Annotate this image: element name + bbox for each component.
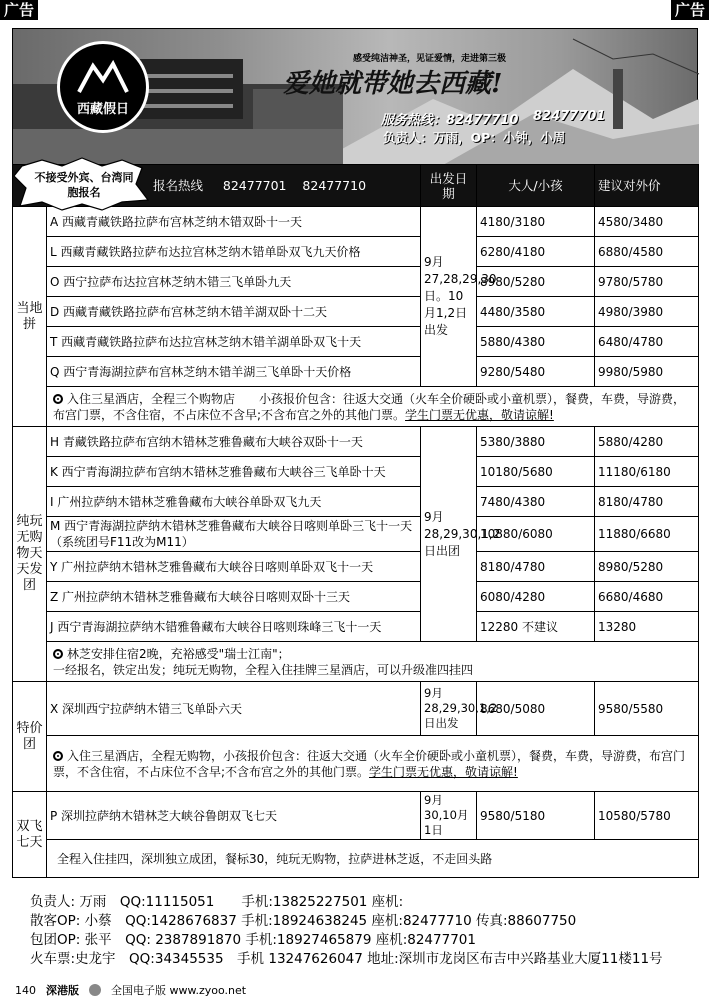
section-note-4: 全程入住挂四，深圳独立成团，餐标30，纯玩无购物，拉萨进林芝返，不走回头路 [47,840,699,878]
bullet-icon [53,751,63,761]
banner [12,28,698,164]
logo-dot-icon [89,984,101,996]
suggest-header: 建议对外价 [595,165,699,207]
logo [57,41,149,133]
section-title-1: 当地拼 [13,207,47,427]
price-header: 大人/小孩 [477,165,595,207]
ad-label-right: 广告 [671,0,709,20]
suggest-cell: 9980/5980 [595,357,699,387]
note-text-2: 一经报名，铁定出发；纯玩无购物，全程入住挂牌三星酒店，可以升级准四挂四 [53,662,474,677]
tagline: 感受纯洁神圣，见证爱情，走进第三极 [353,54,507,64]
depart-dates-3: 9月28,29,30,1,2日出发 [421,682,477,736]
suggest-cell: 8980/5280 [595,552,699,582]
price-cell: 4180/3180 [477,207,595,237]
section-title-4: 双飞七天 [13,792,47,878]
table-row [13,682,699,736]
suggest-cell: 6680/4680 [595,582,699,612]
price-cell: 9580/5180 [477,792,595,840]
section-title-3: 特价团 [13,682,47,792]
table-row [13,792,699,840]
page-number: 140 [15,983,36,997]
suggest-cell: 10580/5780 [595,792,699,840]
table-row [13,237,699,267]
section-note-row [13,736,699,792]
banner-hotline-2: 82477701 [533,109,606,124]
site-label: 全国电子版 www.zyoo.net [111,984,247,997]
depart-dates-2: 9月28,29,30,1,2日出团 [421,427,477,642]
route-name: O 西宁拉萨布达拉宫林芝纳木错三飞单卧九天 [47,267,421,297]
route-name: A 西藏青藏铁路拉萨布宫林芝纳木错双卧十一天 [47,207,421,237]
price-cell: 8180/4780 [477,552,595,582]
table-row [13,427,699,457]
suggest-cell: 4980/3980 [595,297,699,327]
table-row [13,207,699,237]
route-name: K 西宁青海湖拉萨布宫纳木错林芝雅鲁藏布大峡谷三飞单卧十天 [47,457,421,487]
price-cell: 6280/4180 [477,237,595,267]
price-cell: 6080/4280 [477,582,595,612]
price-cell: 5380/3880 [477,427,595,457]
price-cell: 10180/5680 [477,457,595,487]
route-name: M 西宁青海湖拉萨纳木错林芝雅鲁藏布大峡谷日喀则单卧三飞十一天 （系统团号F11改为M11） [47,517,421,552]
banner-manager: 负责人：万雨，OP：小钟，小周 [383,130,566,145]
suggest-cell: 9780/5780 [595,267,699,297]
suggest-cell: 9580/5580 [595,682,699,736]
contact-line: 负责人: 万雨 QQ:11115051 手机:13825227501 座机: [30,894,404,910]
mountain-logo-icon [75,58,131,94]
route-name: J 西宁青海湖拉萨纳木错雅鲁藏布大峡谷日喀则珠峰三飞十一天 [47,612,421,642]
suggest-cell: 6480/4780 [595,327,699,357]
depart-header: 出发日期 [421,165,477,207]
section-note-1 [47,387,699,427]
table-row [13,267,699,297]
route-name: D 西藏青藏铁路拉萨布宫林芝纳木错羊湖双卧十二天 [47,297,421,327]
section-note-row [13,642,699,682]
note-underline: 学生门票无优惠，敬请谅解! [369,764,518,779]
contact-line: 散客OP: 小蔡 QQ:1428676837 手机:18924638245 座机:82477710 传真:88607750 [30,913,577,929]
price-cell: 8680/5080 [477,682,595,736]
section-note-2 [47,642,699,682]
price-cell: 5880/4380 [477,327,595,357]
signup-label: 报名热线 [153,177,204,193]
table-row [13,357,699,387]
bullet-icon [53,394,63,404]
price-cell: 4480/3580 [477,297,595,327]
slogan: 爱她就带她去西藏! [283,69,503,99]
route-name: P 深圳拉萨纳木错林芝大峡谷鲁朗双飞七天 [47,792,421,840]
signup-phone-2: 82477710 [302,177,367,193]
suggest-cell: 11180/6180 [595,457,699,487]
section-note-row [13,840,699,878]
contact-line: 包团OP: 张平 QQ: 2387891870 手机:18927465879 座机:82477701 [30,932,476,948]
no-foreigners-badge [12,158,152,210]
table-row [13,552,699,582]
route-name: L 西藏青藏铁路拉萨布达拉宫林芝纳木错单卧双飞九天价格 [47,237,421,267]
price-cell: 10880/6080 [477,517,595,552]
badge-text: 不接受外宾、台湾同胞报名 [34,171,134,199]
route-name: Q 西宁青海湖拉萨布宫林芝纳木错羊湖三飞单卧十天价格 [47,357,421,387]
edition-label: 深港版 [46,984,79,997]
suggest-cell: 5880/4280 [595,427,699,457]
contact-block [30,893,663,969]
table-row [13,487,699,517]
price-cell: 12280 不建议 [477,612,595,642]
price-cell: 8980/5280 [477,267,595,297]
depart-dates-1: 9月27,28,29,30日。10月1,2日出发 [421,207,477,387]
price-cell: 7480/4380 [477,487,595,517]
section-note-row [13,387,699,427]
note-text: 林芝安排住宿2晚，充裕感受"瑞士江南"； [67,646,290,661]
stupa-shape [613,69,623,129]
note-underline: 学生门票无优惠，敬请谅解! [405,407,554,422]
table-row [13,297,699,327]
table-row [13,327,699,357]
bullet-icon [53,649,63,659]
suggest-cell: 11880/6680 [595,517,699,552]
banner-hotline: 服务热线：82477710 [381,113,519,128]
ad-label-left: 广告 [0,0,38,20]
table-row [13,612,699,642]
price-cell: 9280/5480 [477,357,595,387]
section-note-3 [47,736,699,792]
note-text: 入住三星酒店，全程无购物，小孩报价包含：往返大交通（火车全价硬卧或小童机票），餐费，车费，导游费，布宫门票，不含住宿，不占床位不含早;不含布宫之外的其他门票。 [53,748,686,779]
suggest-cell: 8180/4780 [595,487,699,517]
depart-dates-4: 9月30,10月1日 [421,792,477,840]
suggest-cell: 13280 [595,612,699,642]
signup-phone-1: 82477701 [222,177,287,193]
price-table [12,164,699,878]
table-row [13,582,699,612]
route-name: Y 广州拉萨纳木错林芝雅鲁藏布大峡谷日喀则单卧双飞十一天 [47,552,421,582]
suggest-cell: 6880/4580 [595,237,699,267]
route-name: I 广州拉萨纳木错林芝雅鲁藏布大峡谷单卧双飞九天 [47,487,421,517]
section-title-2: 纯玩无购物天天发团 [13,427,47,682]
contact-line: 火车票:史龙宇 QQ:34345535 手机 13247626047 地址:深圳市龙岗区布吉中兴路基业大厦11楼11号 [30,951,663,967]
logo-text: 西藏假日 [76,101,129,117]
route-name: H 青藏铁路拉萨布宫纳木错林芝雅鲁藏布大峡谷双卧十一天 [47,427,421,457]
note-text: 入住三星酒店，全程三个购物店 小孩报价包含：往返大交通（火车全价硬卧或小童机票），餐费，车费，导游费，布宫门票，不含住宿，不占床位不含早;不含布宫之外的其他门票。 [53,391,686,422]
route-name: Z 广州拉萨纳木错林芝雅鲁藏布大峡谷日喀则双卧十三天 [47,582,421,612]
table-row [13,517,699,552]
suggest-cell: 4580/3480 [595,207,699,237]
table-row [13,457,699,487]
route-name: T 西藏青藏铁路拉萨布达拉宫林芝纳木错羊湖单卧双飞十天 [47,327,421,357]
page-footer [15,982,246,998]
route-name: X 深圳西宁拉萨纳木错三飞单卧六天 [47,682,421,736]
